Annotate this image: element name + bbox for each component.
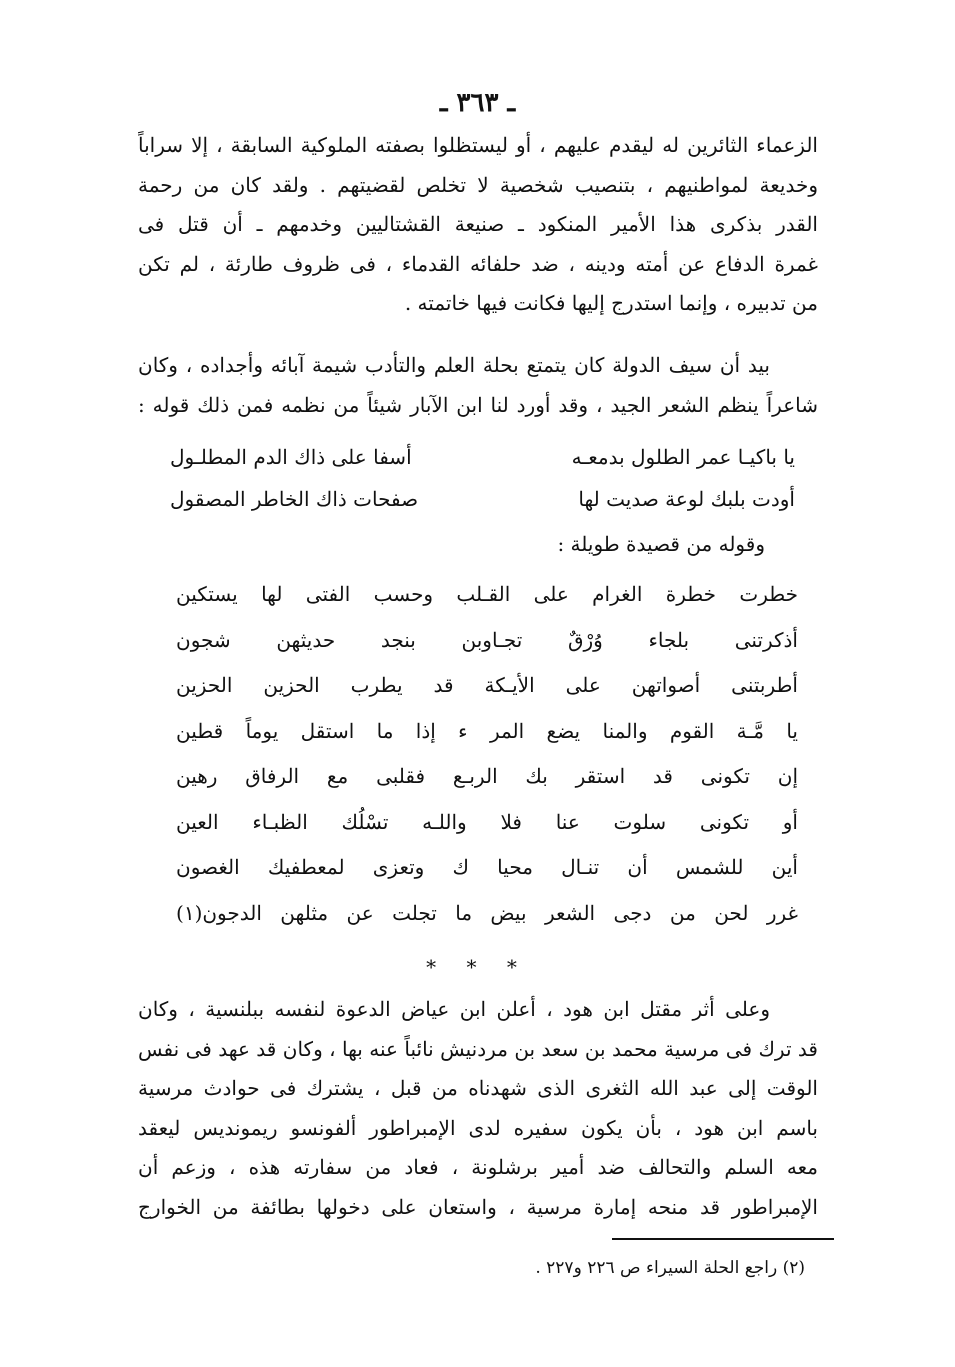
paragraph-3 [138,990,818,1227]
text-line: باسم ابن هود ، بأن يكون سفيره لدى الإمبراطور ألفونسو ريموندیس ليعقد [138,1115,818,1140]
footnote: (٢) راجع الحلة السيراء ص ٢٢٦ و٢٢٧ . [535,1258,805,1278]
text-line: الزعماء الثائرين له ليقدم عليهم ، أو ليستظلوا بصفته الملوكية السابقة ، إلا سراباً [138,133,818,157]
footnote-divider [612,1238,834,1240]
page-number: ـ ٣٦٣ ـ [439,88,516,118]
poem-line: يا مَّـة القوم والمنا يضع المر ء إذا ما استقل يوماً قطين [176,718,798,743]
paragraph-1 [138,126,818,324]
paragraph-2 [138,346,818,425]
text-line: معه السلم والتحالف ضد أمير برشلونة ، فعاد من سفارته هذه ، وزعم أن [138,1155,818,1179]
verse-first-hemistich: أودت بلبك لوعة صديت لها [578,487,795,511]
verse-line [170,478,795,520]
verse-line [170,436,795,478]
text-line: شاعراً ينظم الشعر الجيد ، وقد أورد لنا ابن الآبار شيئاً من نظمه فمن ذلك قوله : [138,392,818,417]
text-line: القدر بذكرى هذا الأمير المنكود ـ صنيعة القشتاليين وخدمهم ـ أن قتل فى [138,212,818,236]
verse-second-hemistich: أسفا على ذاك الدم المطلـول [170,445,412,469]
text-line: وخديعة لمواطنيهم ، بتنصيب شخصية لا تخلص لقضيتهم . ولقد كان من رحمة [138,172,818,197]
text-line: الإمبراطور قد منحه إمارة مرسية ، واستعان على دخولها بطائفة من الخوارج [138,1194,818,1219]
text-line: قد ترك فى مرسية محمد بن سعد بن مردنيش نائباً عنه بها ، وكان قد عهد فى نفس [138,1036,818,1061]
poem-block [176,572,798,936]
poem-line: غرر لحن من دجى الشعر بيض ما تجلت عن مثلهن الدجون(١) [176,900,798,925]
text-line: وعلى أثر مقتل ابن هود ، أعلن ابن عياض الدعوة لنفسه ببلنسية ، وكان [138,997,770,1021]
poem-line: خطرت خطرة الغرام على القـلب وحسب الفتى لها يستكين [176,582,798,606]
poem-line: إن تكونى قد استقر بك الربـع فقلبى مع الرفاق رهين [176,764,798,788]
text-line: الوقت إلى عبد الله الثغرى الذى شهدناه من قبل ، يشترك فى حوادث مرسية [138,1076,818,1100]
verse-first-hemistich: يا باكيـا عمر الطلول بدمعـه [571,445,795,469]
verse-second-hemistich: صفحات ذاك الخاطر المصقول [170,487,419,511]
verse-block-1 [170,436,795,520]
section-separator: * * * [426,955,529,979]
text-line: غمرة الدفاع عن أمته ودينه ، ضد حلفائه القدماء ، فى ظروف طارئة ، لم تكن [138,251,818,276]
poem-line: أطربتنى أصواتهن على الأيـكة قد يطرب الحزين الحزين [176,673,798,697]
poem-line: أين للشمس أن تنـال محيا ك وتعزى لمعطفيك الغصون [176,855,798,879]
text-line: بيد أن سيف الدولة كان يتمتع بحلة العلم والتأدب شيمة آبائه وأجداده ، وكان [138,353,770,377]
poem-intro: وقوله من قصيدة طويلة : [557,532,765,556]
poem-line: أذكرتنى بلجاء وُرْقٌ تجـاوبن بنجد حديثهن شجون [176,627,798,652]
poem-line: أو تكونى سلوت عنا فلا واللـه تسْلُك الظبـاء العين [176,809,798,834]
text-line: من تدبيره ، وإنما استدرج إليها فكانت فيها خاتمته . [404,291,818,315]
